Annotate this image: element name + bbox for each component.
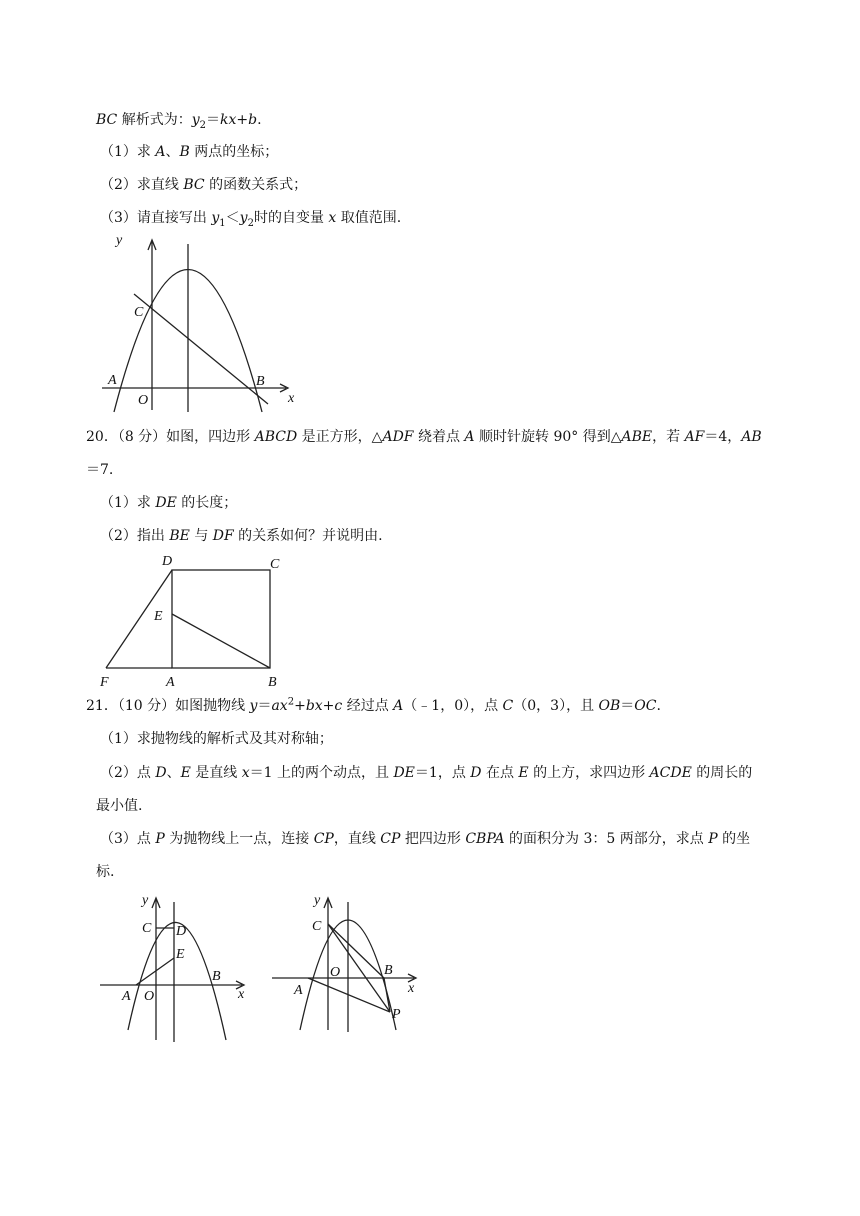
q21-part-2-cont: 最小值.	[96, 798, 143, 814]
label-a: A	[294, 983, 303, 998]
q21-statement: 21．（10 分）如图抛物线 $y=ax^2+bx+c$ 经过点 A（﹣1，0），点 C（0，3），且 OB＝OC.	[86, 696, 661, 714]
label-b: B	[256, 374, 265, 389]
label-a: A	[122, 989, 131, 1004]
q19-part-1: （1）求 A、B 两点的坐标；	[100, 144, 279, 160]
label-a: A	[166, 675, 175, 690]
q21-part-3-cont: 标.	[96, 864, 115, 880]
q20-statement: 20．（8 分）如图，四边形 ABCD 是正方形，△ADF 绕着点 A 顺时针旋转 90° 得到△ABE，若 AF＝4，AB	[86, 429, 762, 445]
label-c: C	[312, 919, 322, 934]
label-x: x	[288, 391, 295, 406]
label-c: C	[142, 921, 152, 936]
segment-ae	[136, 958, 174, 985]
q21-part-3: （3）点 P 为抛物线上一点，连接 CP，直线 CP 把四边形 CBPA 的面积分为 3：5 两部分，求点 P 的坐	[100, 831, 751, 847]
label-o: O	[330, 965, 341, 980]
label-c: C	[134, 305, 144, 320]
label-b: B	[212, 969, 221, 984]
q20-statement-cont: ＝7.	[86, 462, 114, 478]
label-o: O	[144, 989, 155, 1004]
q20-part-2: （2）指出 BE 与 DF 的关系如何？并说明由.	[100, 528, 383, 544]
q20-figure	[96, 550, 296, 690]
label-p: P	[392, 1007, 401, 1022]
label-b: B	[268, 675, 277, 690]
square-abcd	[172, 570, 270, 668]
q20-part-1: （1）求 DE 的长度；	[100, 495, 238, 511]
q21-figure-1	[96, 890, 256, 1050]
label-o: O	[138, 393, 149, 408]
q19-part-3: （3）请直接写出 $y_1<y_2$时的自变量 x 取值范围.	[100, 210, 402, 229]
label-y: y	[314, 893, 321, 908]
label-x: x	[238, 987, 245, 1002]
label-x: x	[408, 981, 415, 996]
label-d: D	[176, 924, 187, 939]
label-a: A	[108, 373, 117, 388]
q19-bc-expression: BC 解析式为：$y_2=kx+b$.	[96, 112, 262, 131]
label-y: y	[142, 893, 149, 908]
segment-eb	[172, 614, 270, 668]
label-f: F	[100, 675, 109, 690]
label-e: E	[154, 609, 163, 624]
label-y: y	[116, 233, 123, 248]
label-d: D	[162, 554, 173, 569]
q19-part-2: （2）求直线 BC 的函数关系式；	[100, 177, 308, 193]
q21-part-2: （2）点 D、E 是直线 x＝1 上的两个动点，且 DE＝1，点 D 在点 E 的上方，求四边形 ACDE 的周长的	[100, 765, 753, 781]
label-b: B	[384, 963, 393, 978]
label-e: E	[176, 947, 185, 962]
q19-figure	[96, 232, 316, 422]
q21-part-1: （1）求抛物线的解析式及其对称轴；	[100, 731, 333, 747]
q21-figure-2	[270, 890, 440, 1050]
label-c: C	[270, 557, 280, 572]
